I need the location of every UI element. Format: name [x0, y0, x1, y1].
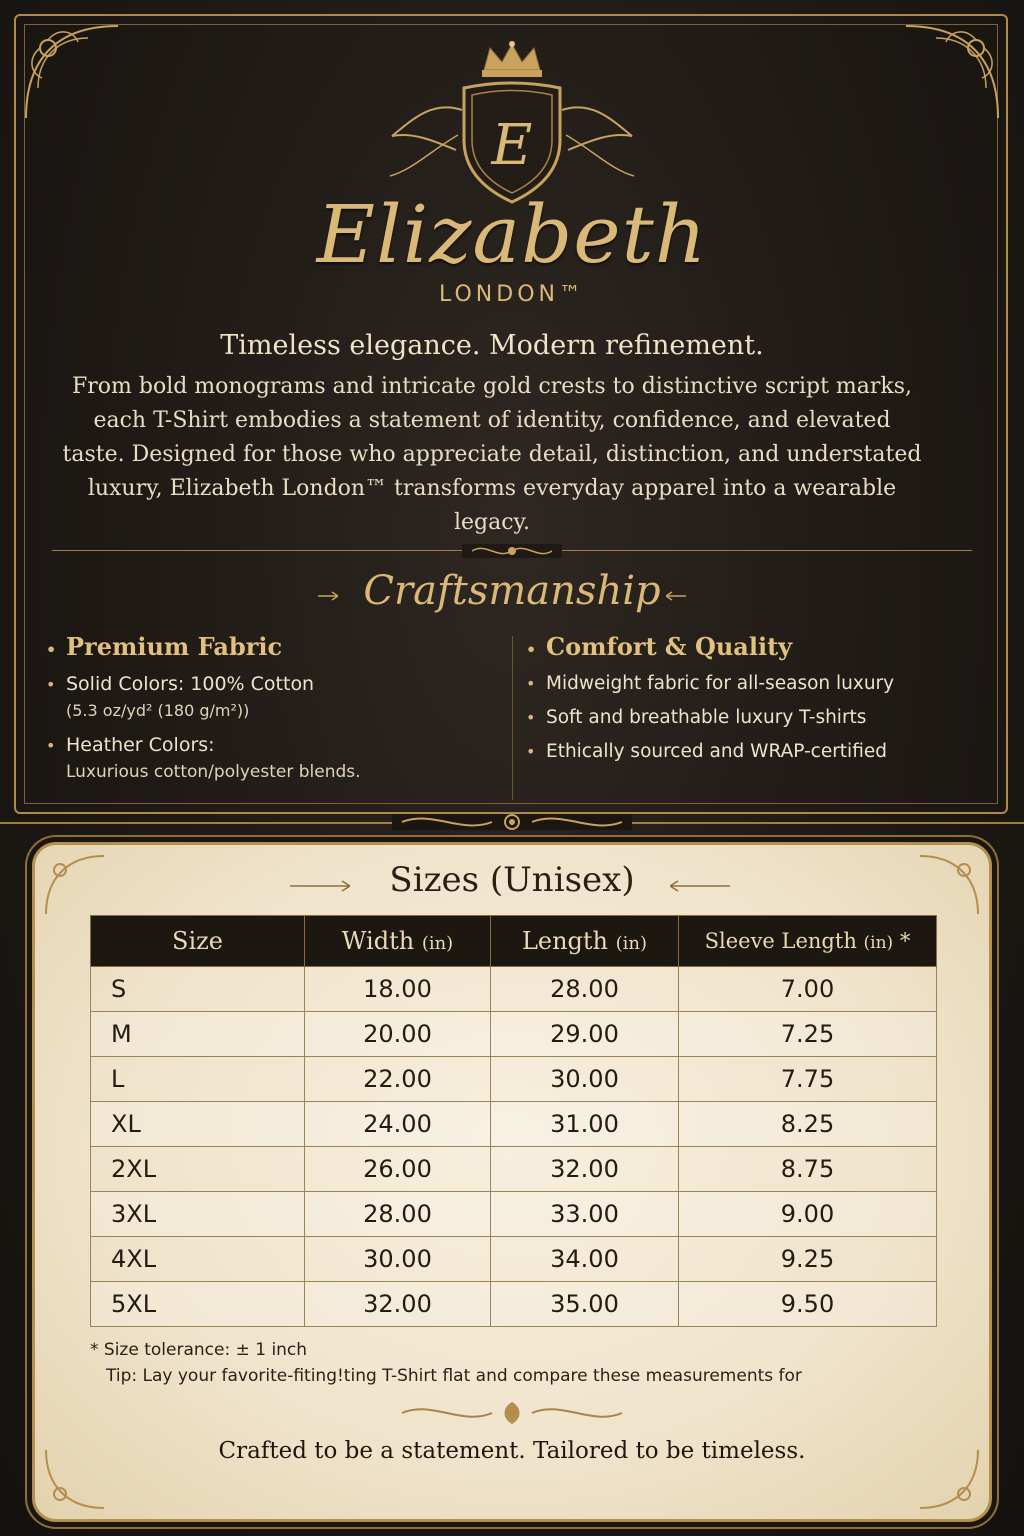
corner-ornament-icon	[896, 18, 1006, 128]
crown-icon	[482, 41, 542, 77]
length-cell: 29.00	[491, 1012, 679, 1057]
size-cell: M	[91, 1012, 305, 1057]
list-item	[526, 739, 1016, 765]
list-item-label: Ethically sourced and WRAP-certified	[546, 741, 887, 762]
brand-subname: LONDON™	[439, 282, 585, 307]
size-cell: S	[91, 967, 305, 1012]
sleeve-cell: 7.00	[679, 967, 937, 1012]
column-header-size	[91, 916, 305, 967]
crest-initial: E	[491, 113, 533, 178]
sleeve-cell: 9.25	[679, 1237, 937, 1282]
divider-ornament-icon	[392, 1398, 632, 1428]
divider-ornament-icon	[462, 540, 562, 562]
size-table	[90, 915, 937, 1327]
crest-logo	[372, 40, 652, 210]
sleeve-cell: 8.25	[679, 1102, 937, 1147]
unit-label: (in)	[863, 933, 894, 953]
size-cell: 3XL	[91, 1192, 305, 1237]
premium-fabric-column	[46, 632, 496, 785]
flourish-right-icon	[666, 590, 686, 602]
bullet-icon: •	[526, 742, 536, 761]
length-cell: 28.00	[491, 967, 679, 1012]
divider-ornament-icon	[372, 808, 652, 836]
brand-name: Elizabeth	[316, 188, 708, 281]
bullet-icon: •	[526, 708, 536, 727]
length-cell: 33.00	[491, 1192, 679, 1237]
measurement-tip: Tip: Lay your favorite-fiting!ting T-Shirt flat and compare these measurements for	[106, 1366, 802, 1386]
list-item	[46, 671, 496, 698]
width-cell: 22.00	[305, 1057, 491, 1102]
premium-fabric-heading-text: Premium Fabric	[66, 632, 283, 661]
comfort-quality-column	[526, 632, 1016, 773]
width-cell: 18.00	[305, 967, 491, 1012]
size-cell: 2XL	[91, 1147, 305, 1192]
size-tolerance-note: * Size tolerance: ± 1 inch	[90, 1340, 308, 1360]
premium-fabric-heading	[46, 632, 496, 661]
width-cell: 20.00	[305, 1012, 491, 1057]
footnote-mark: *	[899, 929, 911, 953]
column-header-size-label: Size	[172, 927, 223, 955]
tagline: Timeless elegance. Modern refinement.	[220, 330, 764, 361]
bullet-icon: •	[46, 736, 56, 755]
list-item-label: Midweight fabric for all-season luxury	[546, 673, 895, 694]
column-header-sleeve	[679, 916, 937, 967]
length-cell: 30.00	[491, 1057, 679, 1102]
sleeve-cell: 7.25	[679, 1012, 937, 1057]
comfort-quality-heading-text: Comfort & Quality	[546, 632, 793, 661]
column-divider	[512, 636, 513, 800]
list-item-label: Heather Colors:	[66, 734, 215, 756]
list-item	[526, 705, 1016, 731]
table-row	[91, 1012, 937, 1057]
list-item-label: Solid Colors: 100% Cotton	[66, 673, 315, 695]
size-cell: L	[91, 1057, 305, 1102]
table-row	[91, 1147, 937, 1192]
length-cell: 31.00	[491, 1102, 679, 1147]
unit-label: (in)	[615, 933, 648, 954]
flourish-right-icon	[670, 880, 730, 892]
star-bullet-icon: •	[46, 640, 57, 659]
unit-label: (in)	[421, 933, 454, 954]
length-cell: 35.00	[491, 1282, 679, 1327]
list-item	[46, 732, 496, 759]
comfort-quality-heading	[526, 632, 1016, 661]
column-header-width-label: Width	[341, 927, 415, 955]
table-row	[91, 1282, 937, 1327]
table-row	[91, 1102, 937, 1147]
width-cell: 28.00	[305, 1192, 491, 1237]
column-header-length-label: Length	[521, 927, 608, 955]
column-header-length	[491, 916, 679, 967]
size-cell: XL	[91, 1102, 305, 1147]
corner-ornament-icon	[18, 18, 128, 128]
list-item	[526, 671, 1016, 697]
column-header-width	[305, 916, 491, 967]
list-item-label: Soft and breathable luxury T-shirts	[546, 707, 867, 728]
table-row	[91, 1057, 937, 1102]
footer-slogan: Crafted to be a statement. Tailored to be timeless.	[218, 1438, 806, 1464]
table-row	[91, 967, 937, 1012]
length-cell: 32.00	[491, 1147, 679, 1192]
length-cell: 34.00	[491, 1237, 679, 1282]
width-cell: 32.00	[305, 1282, 491, 1327]
table-row	[91, 1192, 937, 1237]
sleeve-cell: 9.00	[679, 1192, 937, 1237]
list-item-note: (5.3 oz/yd² (180 g/m²))	[66, 701, 250, 720]
star-bullet-icon: •	[526, 640, 537, 659]
sleeve-cell: 9.50	[679, 1282, 937, 1327]
table-header-row	[91, 916, 937, 967]
craftsmanship-title: Craftsmanship	[363, 568, 661, 614]
column-header-sleeve-label: Sleeve Length	[704, 929, 857, 953]
bullet-icon: •	[526, 674, 536, 693]
width-cell: 24.00	[305, 1102, 491, 1147]
size-cell: 4XL	[91, 1237, 305, 1282]
width-cell: 30.00	[305, 1237, 491, 1282]
size-cell: 5XL	[91, 1282, 305, 1327]
intro-paragraph: From bold monograms and intricate gold crests to distinctive script marks, each T-Shirt embodies a statement of identity, confidence, and elevated taste. Designed for those who appreciate detail, distinction, and understated luxury, Elizabeth London™ transforms everyday apparel into a wearable legacy.	[62, 374, 922, 535]
sizes-title: Sizes (Unisex)	[389, 860, 635, 900]
width-cell: 26.00	[305, 1147, 491, 1192]
sleeve-cell: 7.75	[679, 1057, 937, 1102]
sleeve-cell: 8.75	[679, 1147, 937, 1192]
bullet-icon: •	[46, 675, 56, 694]
table-row	[91, 1237, 937, 1282]
list-item-note: Luxurious cotton/polyester blends.	[66, 762, 361, 782]
